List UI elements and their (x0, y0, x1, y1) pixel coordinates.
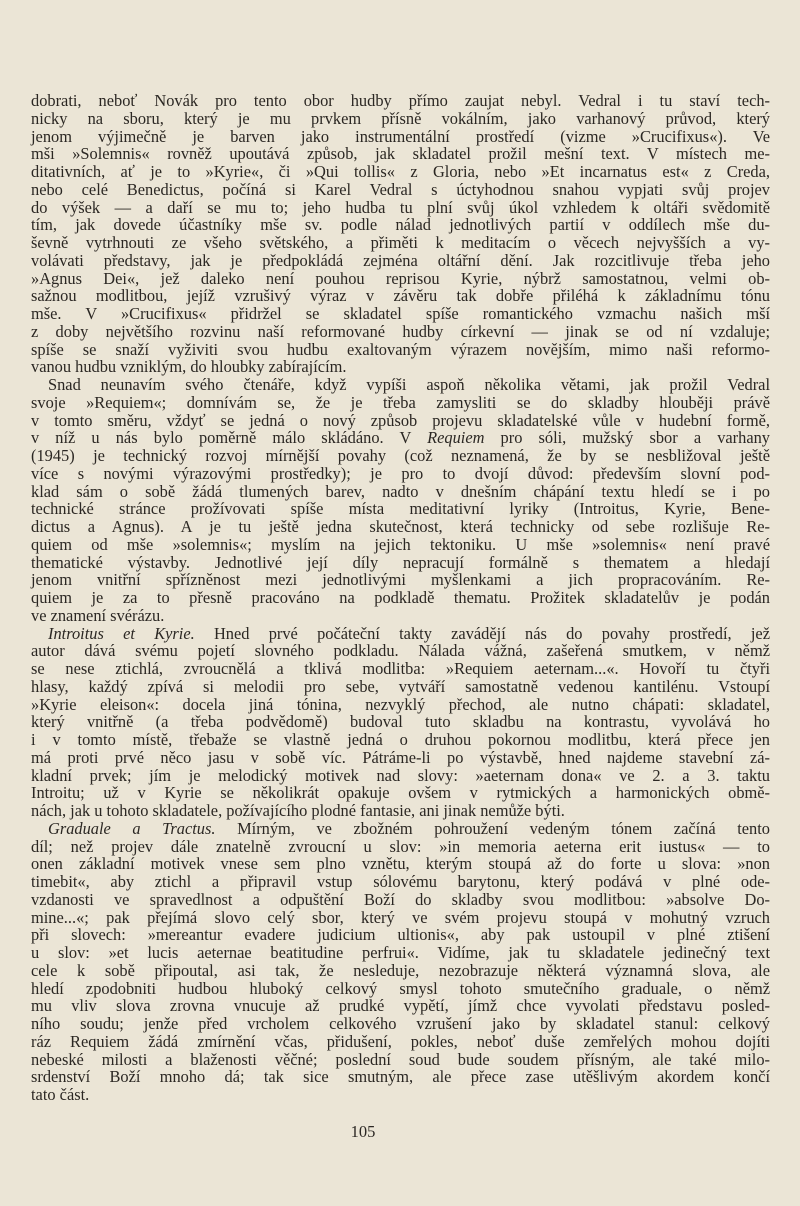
text-line (31, 429, 770, 447)
text-line: »Kyrie eleison«: docela jiná tónina, nezvyklý přechod, ale nutno chápati: skladatel, (31, 694, 770, 714)
text-line: quiem od mše »solemnis«; myslím na jejich tektoniku. U mše »solemnis« není pravé (31, 534, 770, 554)
text-line: vanou hudbu vzniklým, do hloubky zabírajícím. (31, 357, 347, 377)
text-line: vzdanosti ve spravedlnost a odpuštění Boží do skladby svou modlitbou: »absolve Do- (31, 889, 770, 909)
text-line: onen základní motivek vnese sem plno vznětu, kterým stoupá až do forte u slova: »non (31, 854, 770, 874)
text-line: nebo celé Benedictus, počíná si Karel Vedral s úctyhodnou snahou vypjati svůj projev (31, 179, 770, 199)
text-line: při slovech: »mereantur evadere judicium ultionis«, aby pak ustoupil v plné ztišení (31, 925, 770, 945)
text-line (31, 625, 770, 643)
text-line: ve znamení svérázu. (31, 605, 165, 625)
text-line: »Agnus Dei«, jež daleko není pouhou reprisou Kyrie, nýbrž samostatnou, velmi ob- (31, 268, 770, 288)
text-line: jenom vnitřní spřízněnost mezi jednotlivými myšlenkami a jich propracováním. Re- (31, 570, 770, 590)
text-line: se nese ztichlá, zvroucnělá a tklivá modlitba: »Requiem aeternam...«. Hovoří tu čtyři (31, 659, 770, 678)
text-line: i v tomto místě, třebaže se vlastně jedná o druhou pokornou modlitbu, která přece jen (31, 730, 770, 749)
text-line: mše. V »Crucifixus« přidržel se skladatel spíše romantického vzmachu našich mší (31, 304, 770, 323)
text-line: autor dává svému pojetí slovného podkladu. Nálada vážná, zašeřená smutkem, v němž (31, 641, 770, 661)
text-line: kladní prvek; jím je melodický motivek nad slovy: »aeternam dona« ve 2. a 3. taktu (31, 765, 770, 785)
paragraph (31, 820, 770, 1104)
page-body-text (31, 92, 770, 1104)
paragraph (31, 625, 770, 820)
text-line: ního soudu; jenže před vrcholem celkového vzrušení jako by skladatel stanul: celkový (31, 1014, 770, 1033)
text-line: timebit«, aby ztichl a připravil vstup sólovému barytonu, který podává v plné ode- (31, 872, 770, 891)
text-line: ševně vytrhnouti ze všeho světského, a přiměti k meditacím o věcech nejvyšších a vy- (31, 233, 770, 252)
text-line: dictus a Agnus). A je tu ještě jedna skutečnost, která technicky od sebe rozlišuje Re- (31, 517, 770, 536)
text-segment: Hned prvé počáteční takty zavádějí nás do povahy prostředí, jež (194, 623, 770, 643)
text-line: z doby největšího rozvinu naší reformované hudby církevní — jinak se od ní vzdaluje; (31, 321, 770, 341)
text-line: thematické výstavby. Jednotlivé její díly nepracují formálně s thematem a hledají (31, 552, 770, 572)
text-line: nebeské milosti a blaženosti věčné; poslední soud bude soudem přísným, ale také milo- (31, 1049, 770, 1069)
italic-text: Introitus et Kyrie. (48, 623, 195, 643)
text-line: více s novými výrazovými prostředky); je pro to dvojí důvod: především slovní pod- (31, 463, 770, 483)
text-line: nách, jak u tohoto skladatele, požívajícího plodné fantasie, ani jinak nemůže býti. (31, 801, 565, 820)
text-line: (1945) je technický rozvoj mírnější povahy (což neznamená, že by se nesbližoval ještě (31, 446, 770, 465)
text-line: má proti prvé něco jasu v sobě víc. Pátráme-li po výstavbě, hned najdeme stavební zá- (31, 747, 770, 767)
text-line: sažnou modlitbou, jejíž vzrušivý výraz v závěru tak dobře přiléhá k základnímu tónu (31, 286, 770, 306)
text-line: dobrati, neboť Novák pro tento obor hudby přímo zaujat nebyl. Vedral i tu staví tech- (31, 91, 770, 110)
text-line (31, 820, 770, 838)
text-line: srdenství Boží mnoho dá; tak sice smutným, ale přece zase utěšlivým akordem končí (31, 1067, 770, 1087)
text-line: hledí zpodobniti hudbou hluboký celkový smysl tohoto smutečního graduale, o němž (31, 978, 770, 998)
text-line: tím, jak dovede účastníky mše sv. podle nálad jednotlivých partií v oddílech mše du- (31, 215, 770, 235)
text-line: jenom výjimečně je barven jako instrumentální prostředí (vizme »Crucifixus«). Ve (31, 126, 770, 146)
text-line: mine...«; pak přejímá slovo celý sbor, který ve svém projevu stoupá v mohutný vzruch (31, 907, 770, 927)
text-line: u slov: »et lucis aeternae beatitudine perfrui«. Vidíme, jak tu skladatele jedinečný text (31, 943, 770, 962)
italic-text: Requiem (427, 428, 485, 448)
paragraph (31, 376, 770, 625)
text-line: technické stránce prožívovati spíše místa meditativní lyriky (Introitus, Kyrie, Bene- (31, 499, 770, 519)
text-line: nicky na sboru, který je mu prvkem přísně vokálním, jako varhanový průvod, který (31, 108, 770, 128)
text-line: quiem je za to přesně pracováno na podkladě thematu. Prožitek skladatelův je podán (31, 588, 770, 607)
text-segment: Mírným, ve zbožném pohroužení vedeným tónem začíná tento (215, 818, 770, 838)
page-number: 105 (350, 1122, 376, 1141)
text-line: díl; než projev dále znatelně zvroucní u slov: »in memoria aeterna erit iustus« — to (31, 836, 770, 856)
text-line: Introitu; už v Kyrie se několikrát opakuje ovšem v rytmických a harmonických obmě- (31, 783, 770, 803)
text-line: do výšek — a daří se mu to; jeho hudba tu plní svůj úkol vzhledem k oltáři svědomitě (31, 197, 770, 217)
text-segment: pro sóli, mužský sbor a varhany (484, 428, 770, 448)
text-line: hlasy, každý zpívá si melodii pro sebe, vytváří samostatně vedenou kantilénu. Vstoupí (31, 676, 770, 696)
text-line: cele k sobě připoutal, asi tak, že nesleduje, nezobrazuje některá významná slova, ale (31, 960, 770, 980)
text-line: mši »Solemnis« rovněž upoutává způsob, jak skladatel prožil mešní text. V místech me- (31, 144, 770, 164)
text-line: v tomto směru, vždyť se jedná o nový způsob projevu skladatelské vůle v hudební formě, (31, 410, 770, 430)
text-line: tato část. (31, 1085, 90, 1104)
paragraph (31, 92, 770, 376)
italic-text: Graduale a Tractus. (48, 818, 216, 838)
text-line: volávati představy, jak je předpokládá zejména oltářní dění. Jak rozcitlivuje třeba jeho (31, 250, 770, 270)
text-line: Snad neunavím svého čtenáře, když vypíši aspoň několika větami, jak prožil Vedral (48, 375, 770, 394)
text-line: klad sám o sobě žádá tlumených barev, nadto v dnešním chápání textu hledí se i po (31, 481, 770, 501)
text-line: ditativních, ať je to »Kyrie«, či »Qui tollis« z Gloria, nebo »Et incarnatus est« z Creda, (31, 162, 770, 181)
text-line: spíše se snaží vyživiti svou hudbu exaltovaným výrazem novějším, mimo naši reformo- (31, 339, 770, 359)
text-segment: v níž u nás bylo poměrně málo skládáno. V (31, 428, 428, 448)
text-line: ráz Requiem žádá zmírnění včas, přidušení, pokles, neboť duše zemřelých mohou dojíti (31, 1031, 770, 1051)
text-line: svoje »Requiem«; domnívám se, že je třeba zamysliti se do skladby hlouběji právě (31, 392, 770, 412)
text-line: který vnitřně (a třeba podvědomě) budoval tuto skladbu na kontrastu, vyvolává ho (31, 712, 770, 732)
text-line: mu vliv slova zrovna vnucuje až prudké vypětí, jímž chce vyvolati představu posled- (31, 996, 770, 1016)
